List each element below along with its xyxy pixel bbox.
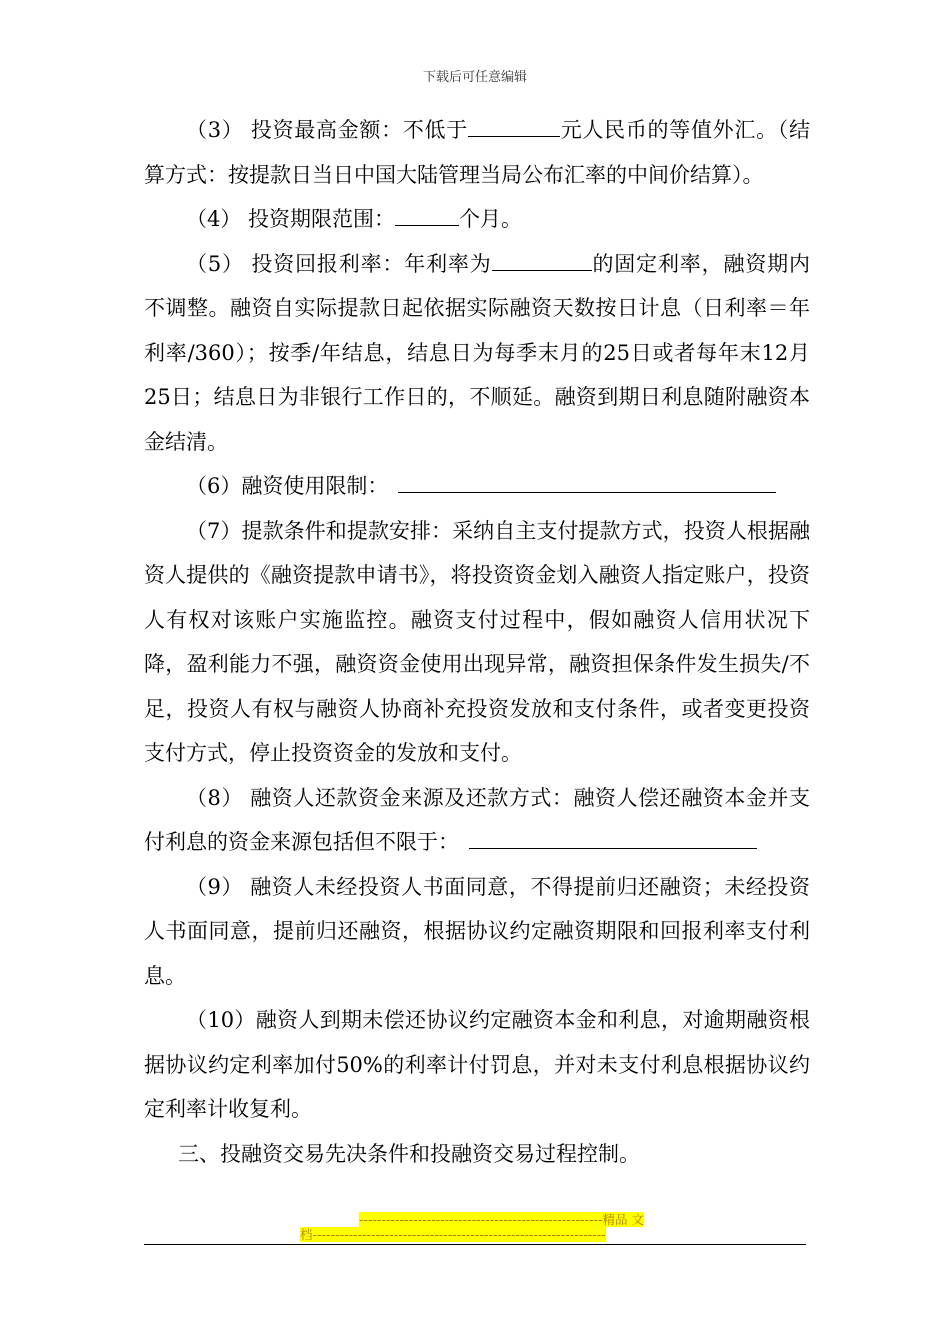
- clause-8-text: （8） 融资人还款资金来源及还款方式：融资人偿还融资本金并支付利息的资金来源包括但不限于：: [144, 785, 810, 854]
- clause-8: [144, 776, 810, 865]
- clause-6: [144, 464, 810, 509]
- clause-6-text: （6）融资使用限制：: [186, 474, 389, 498]
- document-body: [144, 108, 810, 1176]
- clause-3-text-a: （3） 投资最高金额：不低于: [186, 118, 468, 142]
- clause-7: （7）提款条件和提款安排：采纳自主支付提款方式，投资人根据融资人提供的《融资提款申请书》，将投资资金划入融资人指定账户，投资人有权对该账户实施监控。融资支付过程中，假如融资人信用状况下降，盈利能力不强，融资资金使用出现异常，融资担保条件发生损失/不足，投资人有权与融资人协商补充投资发放和支付条件，或者变更投资支付方式，停止投资资金的发放和支付。: [144, 518, 810, 765]
- section-heading: 三、投融资交易先决条件和投融资交易过程控制。: [178, 1141, 640, 1166]
- blank-field: [398, 472, 776, 493]
- watermark-line-1: ------------------------------------------------------精品 文: [358, 1212, 644, 1227]
- clause-5: [144, 242, 810, 465]
- clause-10: （10）融资人到期未偿还协议约定融资本金和利息，对逾期融资根据协议约定利率加付50%的利率计付罚息，并对未支付利息根据协议约定利率计收复利。: [144, 1008, 810, 1121]
- clause-9: （9） 融资人未经投资人书面同意，不得提前归还融资；未经投资人书面同意，提前归还融资，根据协议约定融资期限和回报利率支付利息。: [144, 874, 810, 988]
- blank-field: [468, 116, 560, 137]
- blank-field: [395, 205, 459, 226]
- blank-field: [492, 250, 592, 271]
- page-header: 下载后可任意编辑: [422, 70, 527, 85]
- watermark-footer: [300, 1212, 652, 1242]
- clause-4-text-b: 个月。: [459, 207, 523, 231]
- clause-3-text-b: 元人民币的等值外汇。（结算方式：按提款日当日中国大陆管理当局公布汇率的中间价结算）。: [144, 118, 811, 187]
- clause-5-text-a: （5） 投资回报利率：年利率为: [186, 251, 492, 276]
- clause-4-text-a: （4） 投资期限范围：: [186, 207, 396, 231]
- watermark-line-2: 档-----------------------------------------------------------------: [300, 1227, 606, 1242]
- blank-field: [469, 828, 757, 849]
- clause-3: [144, 108, 810, 197]
- clause-4: [144, 197, 810, 242]
- clause-5-text-b: 的固定利率，融资期内不调整。融资自实际提款日起依据实际融资天数按日计息（日利率＝年利率/360）；按季/年结息，结息日为每季末月的25日或者每年末12月25日；结息日为非银行工作日的，不顺延。融资到期日利息随附融资本金结清。: [144, 251, 810, 454]
- footer-rule: [144, 1244, 806, 1245]
